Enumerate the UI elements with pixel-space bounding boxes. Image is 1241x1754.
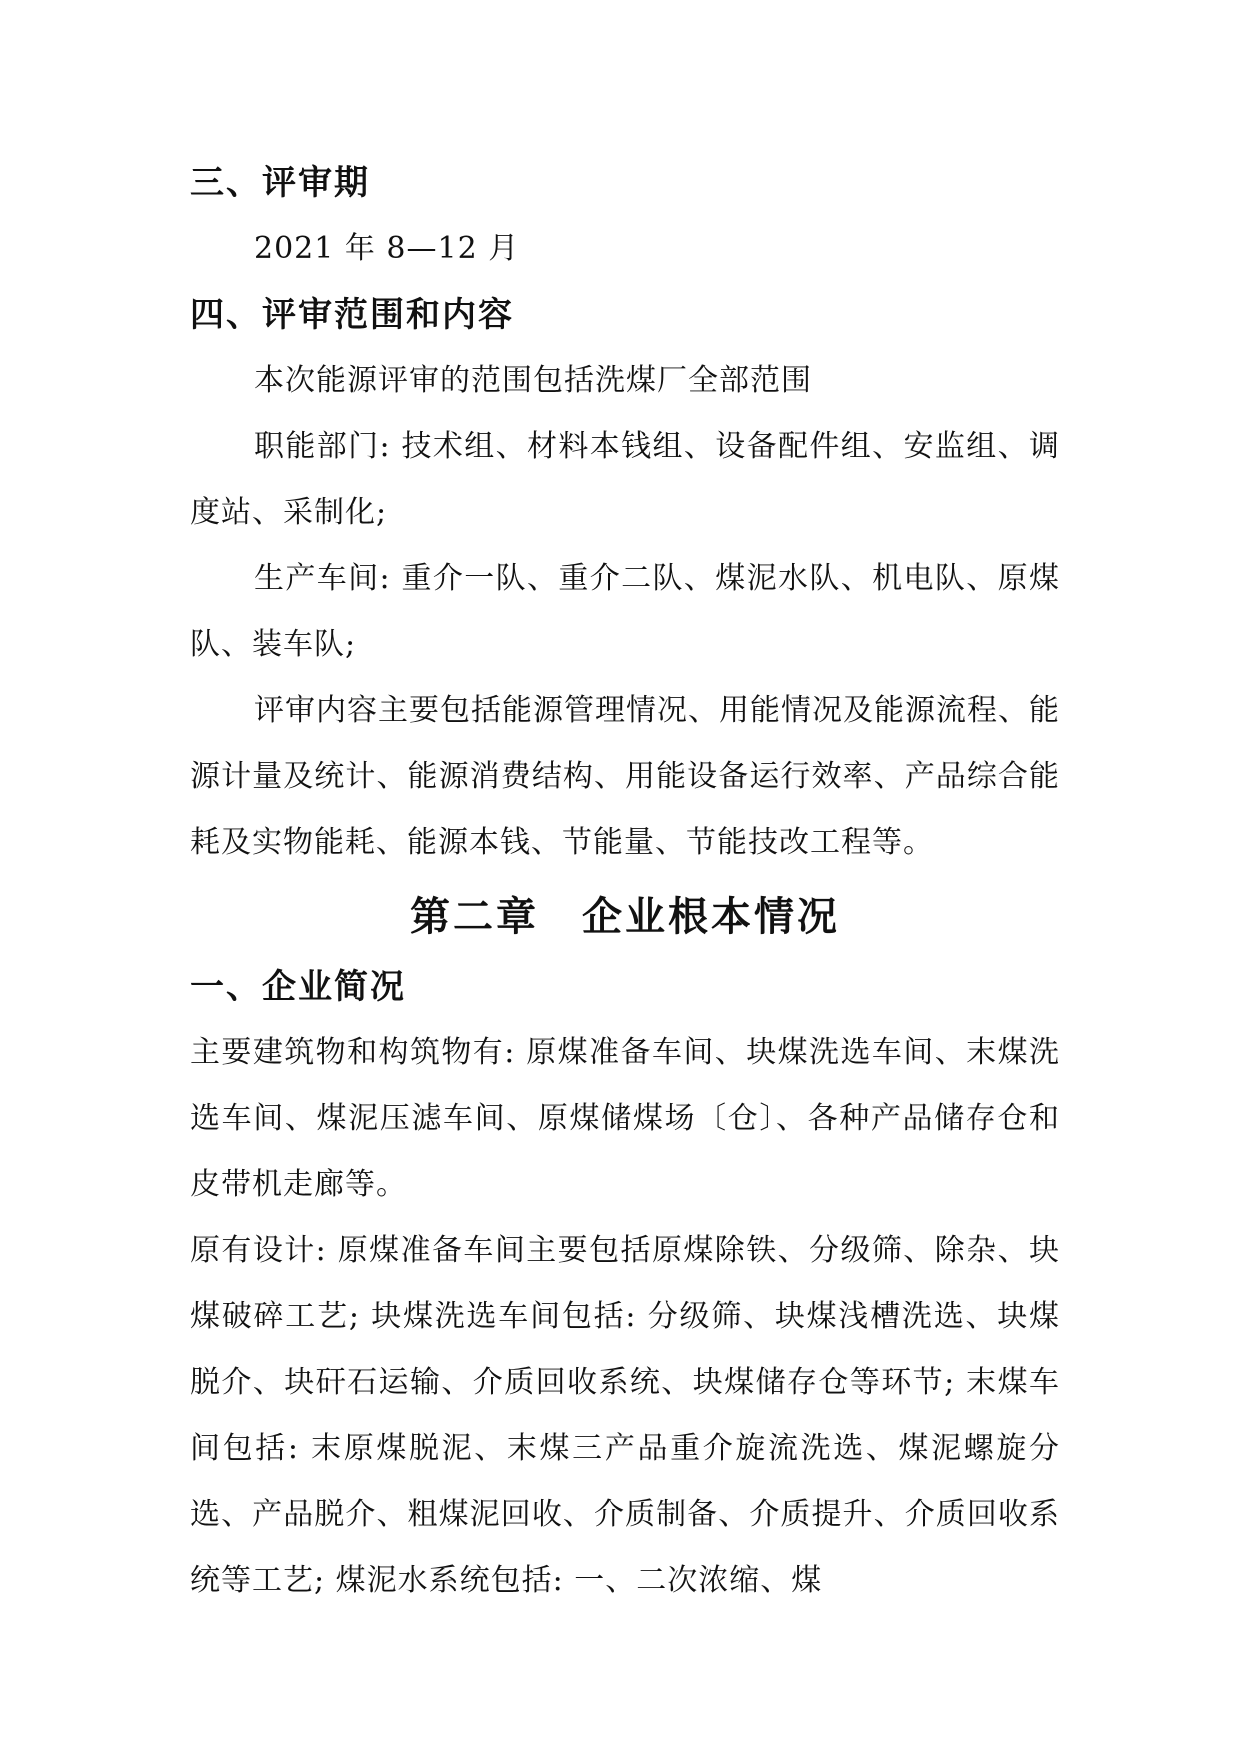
section-heading-scope: 四、评审范围和内容: [190, 295, 514, 335]
original-design-paragraph: 原有设计: 原煤准备车间主要包括原煤除铁、分级筛、除杂、块煤破碎工艺; 块煤洗选车间包括: 分级筛、块煤浅槽洗选、块煤脱介、块矸石运输、介质回收系统、块煤储存仓等环节; 末煤车间包括: 末原煤脱泥、末煤三产品重介旋流洗选、煤泥螺旋分选、产品脱介、粗煤泥回收、介质制备、介质提升、介质回收系统等工艺; 煤泥水系统包括: 一、二次浓缩、煤: [190, 1233, 1060, 1598]
scope-paragraph: 本次能源评审的范围包括洗煤厂全部范围: [254, 363, 812, 398]
review-period-text: 2021 年 8—12 月: [254, 231, 520, 266]
functional-departments-paragraph: 职能部门: 技术组、材料本钱组、设备配件组、安监组、调度站、采制化;: [190, 429, 1060, 530]
chapter-title: 第二章 企业根本情况: [410, 893, 840, 940]
section-heading-review-period: 三、评审期: [190, 163, 370, 203]
buildings-paragraph: 主要建筑物和构筑物有: 原煤准备车间、块煤洗选车间、末煤洗选车间、煤泥压滤车间、原煤储煤场〔仓〕、各种产品储存仓和皮带机走廊等。: [190, 1035, 1060, 1202]
production-workshops-paragraph: 生产车间: 重介一队、重介二队、煤泥水队、机电队、原煤队、装车队;: [190, 561, 1060, 662]
section-heading-company-overview: 一、企业简况: [190, 967, 406, 1007]
page-content: [190, 150, 1060, 1614]
review-content-paragraph: 评审内容主要包括能源管理情况、用能情况及能源流程、能源计量及统计、能源消费结构、用能设备运行效率、产品综合能耗及实物能耗、能源本钱、节能量、节能技改工程等。: [190, 693, 1060, 860]
